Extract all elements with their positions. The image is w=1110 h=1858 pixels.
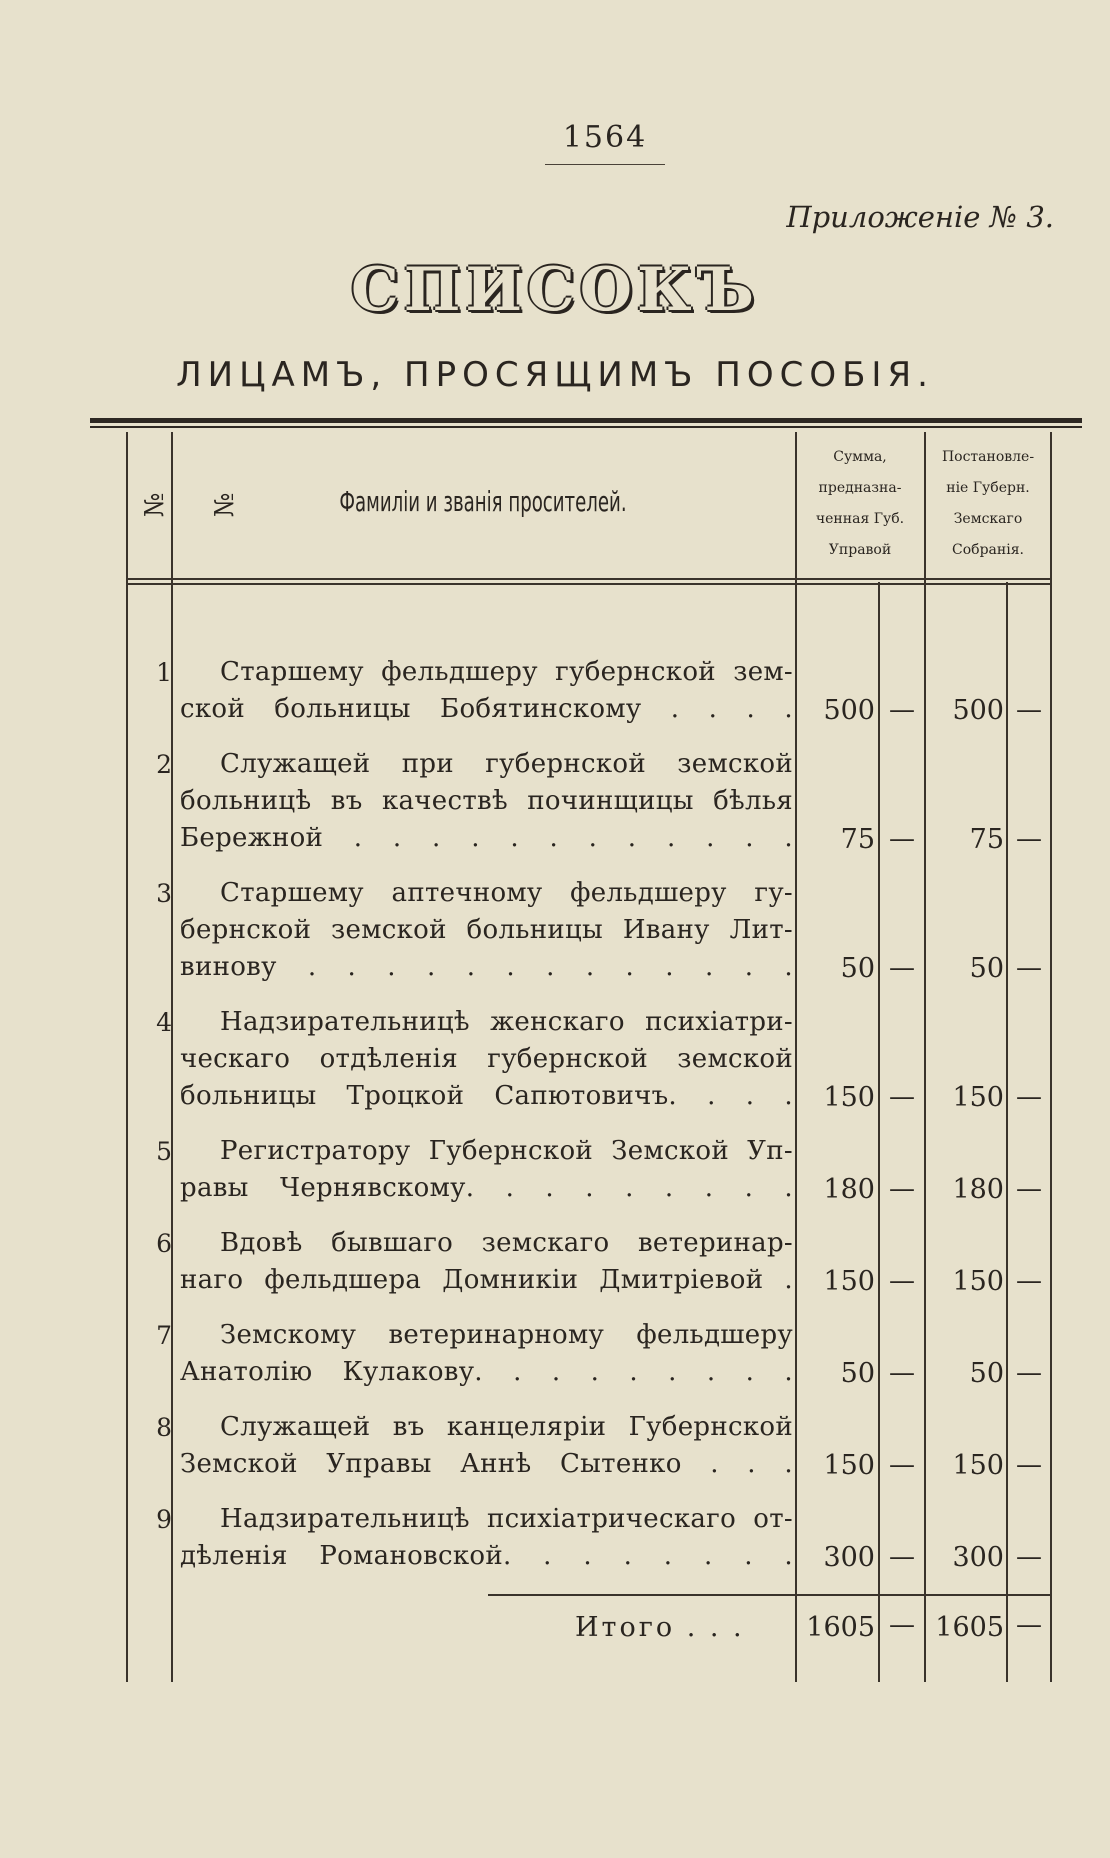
table-right-border <box>1050 432 1052 1682</box>
row-description-line: больницы Троцкой Сапютовичъ. . . . <box>180 1081 793 1111</box>
row-resolution-kopeks: — <box>1016 1450 1042 1480</box>
row-description-line: Служащей въ канцелярiи Губернской <box>220 1412 793 1442</box>
header-sum-line: Управой <box>828 542 892 558</box>
row-description-line: ческаго отдѣленiя губернской земской <box>180 1044 793 1074</box>
total-resolution-kopeks: — <box>1016 1610 1042 1640</box>
row-resolution-kopeks: — <box>1016 1082 1042 1112</box>
row-description-line: Служащей при губернской земской <box>220 749 793 779</box>
column-divider-number <box>171 432 173 1682</box>
row-resolution-kopeks: — <box>1016 824 1042 854</box>
row-resolution: 150 <box>952 1450 1004 1481</box>
row-description-line: Старшему аптечному фельдшеру гу- <box>220 878 793 908</box>
row-description-line: винову . . . . . . . . . . . . . <box>180 952 793 982</box>
row-resolution-kopeks: — <box>1016 1542 1042 1572</box>
row-description-line: дѣленiя Романовской. . . . . . . . <box>180 1541 793 1571</box>
header-sum-line: Сумма, <box>833 449 887 465</box>
row-number: 9 <box>156 1505 172 1534</box>
header-sum-line: предназна- <box>818 480 902 496</box>
row-description <box>180 654 793 728</box>
row-sum: 50 <box>840 1358 875 1389</box>
row-sum-kopeks: — <box>889 953 915 983</box>
row-sum-kopeks: — <box>889 824 915 854</box>
total-label: Итого . . . <box>575 1612 745 1643</box>
column-divider-sum <box>795 432 797 1682</box>
row-number: 3 <box>156 879 172 908</box>
header-sum <box>797 442 923 566</box>
row-sum: 180 <box>823 1174 875 1205</box>
row-description <box>180 1225 793 1299</box>
table-left-border <box>126 432 128 1682</box>
header-resolution-line: Земскаго <box>953 511 1023 527</box>
row-description-line: Анатолiю Кулакову. . . . . . . . . <box>180 1357 793 1387</box>
row-resolution: 180 <box>952 1174 1004 1205</box>
column-divider-sum-kopeks <box>878 582 880 1682</box>
row-number: 2 <box>156 750 172 779</box>
total-resolution: 1605 <box>935 1612 1004 1643</box>
row-resolution: 75 <box>969 824 1004 855</box>
row-sum: 50 <box>840 953 875 984</box>
total-sum-kopeks: — <box>889 1610 915 1640</box>
row-description-line: Бережной . . . . . . . . . . . . <box>180 823 793 853</box>
row-number: 6 <box>156 1229 172 1258</box>
page-number-rule <box>545 164 665 165</box>
header-bottom-rule-2 <box>126 583 1052 585</box>
appendix-label: Приложенiе № 3. <box>786 200 1054 234</box>
header-rule-thick <box>90 418 1082 423</box>
total-top-rule <box>488 1594 1052 1596</box>
row-description-line: Вдовѣ бывшаго земскаго ветеринар- <box>220 1228 793 1258</box>
row-description <box>180 1501 793 1575</box>
row-description-line: бернской земской больницы Ивану Лит- <box>180 915 793 945</box>
row-number: 1 <box>156 658 172 687</box>
row-resolution-kopeks: — <box>1016 1174 1042 1204</box>
row-resolution: 50 <box>969 1358 1004 1389</box>
header-number: № № <box>140 492 240 518</box>
row-resolution: 150 <box>952 1082 1004 1113</box>
row-sum: 75 <box>840 824 875 855</box>
row-description-line: наго фельдшера Домникiи Дмитрiевой . <box>180 1265 793 1295</box>
page-number: 1564 <box>562 120 648 155</box>
header-sum-line: ченная Губ. <box>815 511 905 527</box>
row-number: 4 <box>156 1008 172 1037</box>
document-title: СПИСОКЪ <box>350 255 760 325</box>
header-bottom-rule <box>126 578 1052 580</box>
row-number: 8 <box>156 1413 172 1442</box>
row-number: 5 <box>156 1137 172 1166</box>
row-description-line: Старшему фельдшеру губернской зем- <box>220 657 793 687</box>
row-description-line: Земскому ветеринарному фельдшеру <box>220 1320 793 1350</box>
row-resolution-kopeks: — <box>1016 953 1042 983</box>
row-sum: 150 <box>823 1266 875 1297</box>
row-resolution-kopeks: — <box>1016 695 1042 725</box>
row-sum: 150 <box>823 1450 875 1481</box>
row-sum: 500 <box>823 695 875 726</box>
row-number: 7 <box>156 1321 172 1350</box>
row-resolution-kopeks: — <box>1016 1266 1042 1296</box>
row-description-line: равы Чернявскому. . . . . . . . . <box>180 1173 793 1203</box>
row-sum: 150 <box>823 1082 875 1113</box>
row-resolution-kopeks: — <box>1016 1358 1042 1388</box>
header-resolution <box>926 442 1050 566</box>
row-sum-kopeks: — <box>889 1358 915 1388</box>
row-description <box>180 1004 793 1115</box>
header-resolution-line: Постановле- <box>941 449 1035 465</box>
row-sum-kopeks: — <box>889 1174 915 1204</box>
row-description-line: больницѣ въ качествѣ починщицы бѣлья <box>180 786 793 816</box>
row-description <box>180 875 793 986</box>
row-resolution: 150 <box>952 1266 1004 1297</box>
row-resolution: 500 <box>952 695 1004 726</box>
header-rule-thin <box>90 426 1082 428</box>
document-subtitle: ЛИЦАМЪ, ПРОСЯЩИМЪ ПОСОБIЯ. <box>176 355 934 395</box>
column-divider-resolution-kopeks <box>1006 582 1008 1682</box>
row-description-line: Надзирательницѣ женскаго психiатри- <box>220 1007 793 1037</box>
row-sum: 300 <box>823 1542 875 1573</box>
row-description <box>180 1133 793 1207</box>
row-description <box>180 1409 793 1483</box>
row-description-line: Земской Управы Аннѣ Сытенко . . . <box>180 1449 793 1479</box>
row-description <box>180 746 793 857</box>
row-description-line: Надзирательницѣ психiатрическаго от- <box>220 1504 793 1534</box>
row-description-line: Регистратору Губернской Земской Уп- <box>220 1136 793 1166</box>
header-resolution-line: Собранiя. <box>952 542 1024 558</box>
column-divider-resolution <box>924 432 926 1682</box>
row-sum-kopeks: — <box>889 1542 915 1572</box>
row-sum-kopeks: — <box>889 1450 915 1480</box>
row-resolution: 300 <box>952 1542 1004 1573</box>
row-sum-kopeks: — <box>889 1082 915 1112</box>
total-sum: 1605 <box>806 1612 875 1643</box>
row-sum-kopeks: — <box>889 695 915 725</box>
row-sum-kopeks: — <box>889 1266 915 1296</box>
row-description-line: ской больницы Бобятинскому . . . . <box>180 694 793 724</box>
row-resolution: 50 <box>969 953 1004 984</box>
header-name: Фамилiи и званiя просителей. <box>339 485 627 518</box>
header-resolution-line: нiе Губерн. <box>946 480 1030 496</box>
row-description <box>180 1317 793 1391</box>
